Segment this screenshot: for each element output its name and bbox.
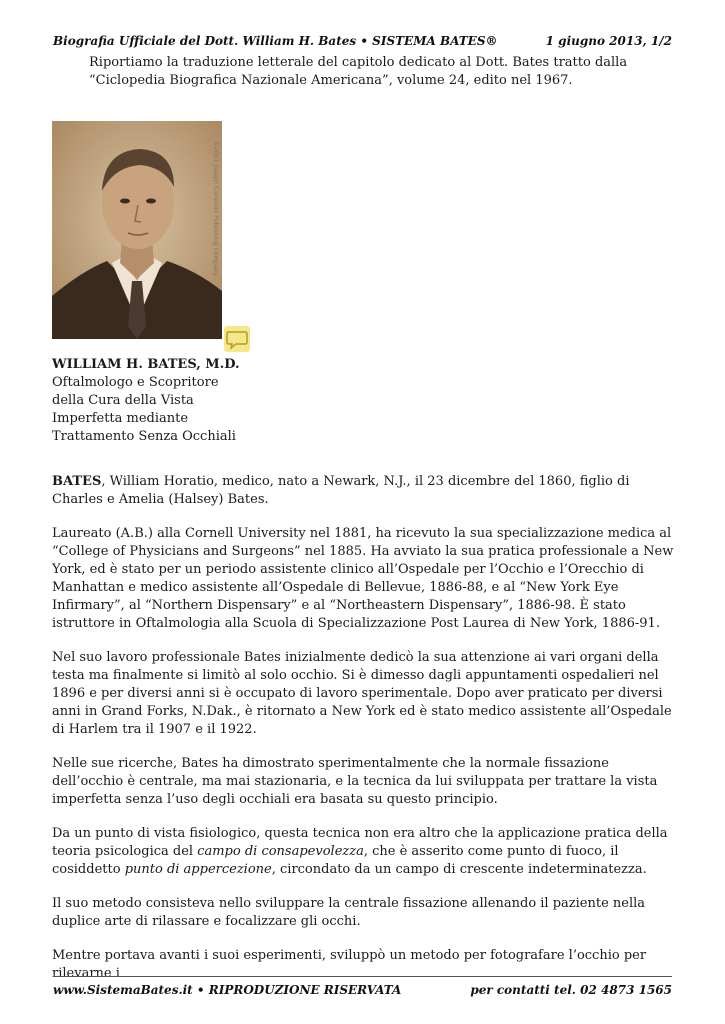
caption-line: Trattamento Senza Occhiali	[52, 429, 236, 444]
surname-bold: BATES	[52, 474, 102, 489]
page-footer	[53, 976, 672, 997]
photo-caption	[52, 356, 312, 446]
page-header	[53, 34, 672, 48]
footer-site: www.SistemaBates.it • RIPRODUZIONE RISERVATA	[53, 983, 402, 997]
paragraph: Nel suo lavoro professionale Bates inizialmente dedicò la sua attenzione ai vari organi della testa ma finalmente si limitò al solo occhio. Si è dimesso dagli appuntamenti ospedalieri nel 1896 e per diversi anni si è occupato di lavoro sperimentale. Dopo aver praticato per diversi anni in Grand Forks, N.Dak., è ritornato a New York ed è stato medico assistente all’Ospedale di Harlem tra il 1907 e il 1922.	[52, 650, 672, 737]
intro-paragraph: Riportiamo la traduzione letterale del capitolo dedicato al Dott. Bates tratto dalla “Ciclopedia Biografica Nazionale Americana”, volume 24, edito nel 1967.	[89, 55, 628, 88]
biography-body	[52, 473, 674, 999]
caption-name: WILLIAM H. BATES, M.D.	[52, 357, 240, 372]
portrait-photo	[52, 121, 222, 339]
header-title: Biografia Ufficiale del Dott. William H. Bates • SISTEMA BATES®	[53, 34, 498, 48]
caption-line: della Cura della Vista	[52, 393, 194, 408]
paragraph: Da un punto di vista fisiologico, questa tecnica non era altro che la applicazione pratica della teoria psicologica del campo di consapevolezza, che è asserito come punto di fuoco, il cosiddetto punto di appercezione, circondato da un campo di crescente indeterminatezza.	[52, 826, 668, 877]
paragraph: Il suo metodo consisteva nello sviluppare la centrale fissazione allenando il paziente nella duplice arte di rilassare e focalizzare gli occhi.	[52, 896, 646, 929]
footer-contact: per contatti tel. 02 4873 1565	[470, 983, 672, 997]
italic-term: punto di appercezione	[124, 862, 272, 877]
caption-line: Imperfetta mediante	[52, 411, 189, 426]
portrait-illustration	[52, 121, 222, 339]
comment-note-icon[interactable]	[224, 326, 250, 352]
italic-term: campo di consapevolezza	[197, 844, 364, 859]
paragraph: Mentre portava avanti i suoi esperimenti, sviluppò un metodo per fotografare l’occhio per rilevarne i	[52, 948, 647, 981]
paragraph: BATES, William Horatio, medico, nato a Newark, N.J., il 23 dicembre del 1860, figlio di Charles e Amelia (Halsey) Bates.	[52, 474, 630, 507]
paragraph: Nelle sue ricerche, Bates ha dimostrato sperimentalmente che la normale fissazione dell’occhio è centrale, ma mai stazionaria, e la tecnica da lui sviluppata per trattare la vista imperfetta senza l’uso degli occhiali era basata su questo principio.	[52, 756, 658, 807]
paragraph: Laureato (A.B.) alla Cornell University nel 1881, ha ricevuto la sua specializzazione medica al “College of Physicians and Surgeons” nel 1885. Ha avviato la sua pratica professionale a New York, ed è stato per un periodo assistente clinico all’Ospedale per l’Occhio e l’Orecchio di Manhattan e medico assistente all’Ospedale di Bellevue, 1886-88, e al “New York Eye Infirmary”, al “Northern Dispensary” e al “Northeastern Dispensary”, 1886-98. È stato istruttore in Oftalmologia alla Scuola di Specializzazione Post Laurea di New York, 1886-91.	[52, 526, 674, 631]
caption-line: Oftalmologo e Scopritore	[52, 375, 219, 390]
header-date-page: 1 giugno 2013, 1/2	[545, 34, 672, 48]
photo-watermark: ©2001 Joseph Consolini Publishing Company	[212, 141, 219, 277]
